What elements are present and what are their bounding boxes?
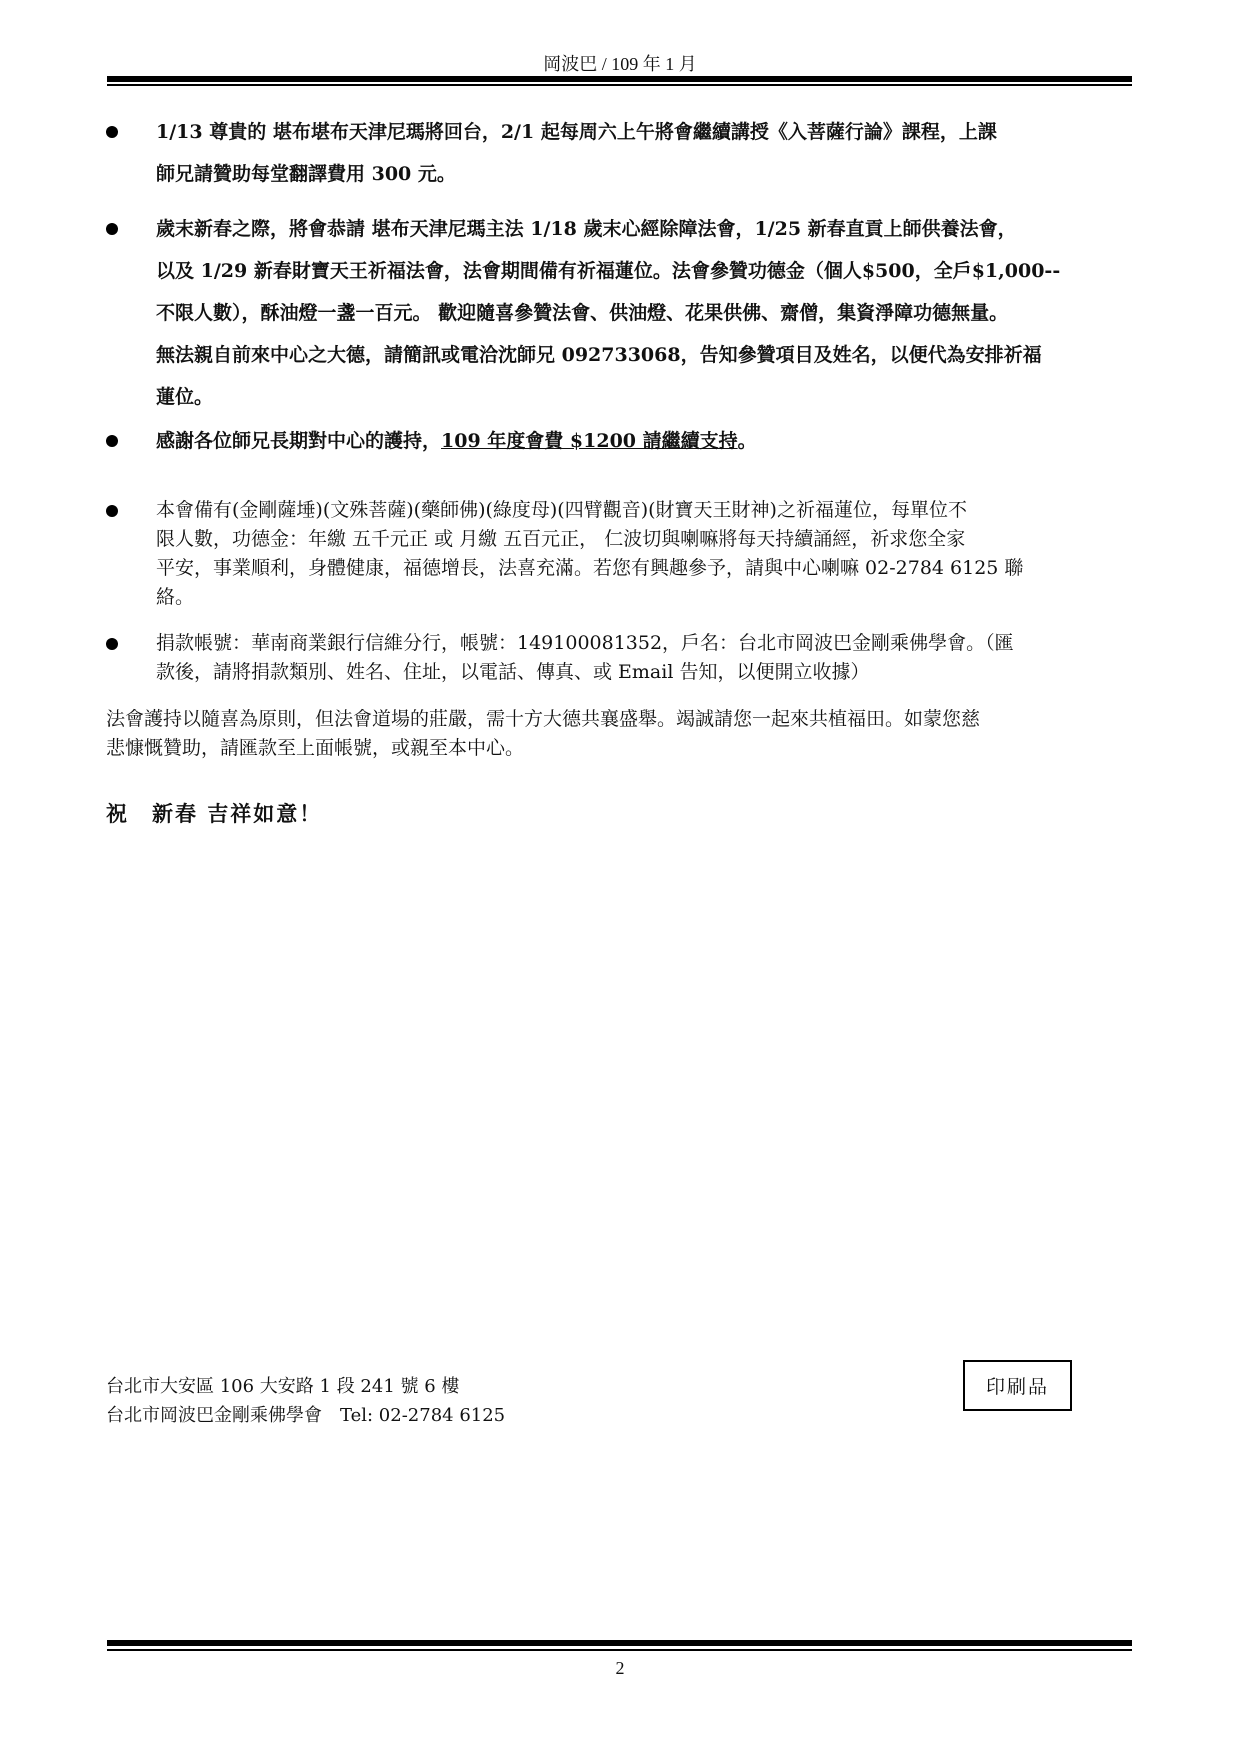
closing-greeting: 祝 新春 吉祥如意！ xyxy=(106,801,323,826)
text-line: 無法親自前來中心之大德，請簡訊或電洽沈師兄 092733068，告知參贊項目及姓名，以便代為安排祈福 xyxy=(156,344,1042,366)
bullet-item-text xyxy=(156,208,1156,418)
text-line: 限人數，功德金：年繳 五千元正 或 月繳 五百元正， 仁波切與喇嘛將每天持續誦經，祈求您全家 xyxy=(156,528,966,550)
bullet-dot-icon xyxy=(106,638,118,650)
text-line: 捐款帳號：華南商業銀行信維分行，帳號：149100081352，戶名：台北市岡波巴金剛乘佛學會。（匯 xyxy=(156,632,1014,654)
text-line: 師兄請贊助每堂翻譯費用 300 元。 xyxy=(156,163,456,185)
support-paragraph xyxy=(106,705,1166,763)
header-rule-thick xyxy=(107,76,1132,82)
bullet-dot-icon xyxy=(106,126,118,138)
footer-rule-thin xyxy=(107,1649,1132,1651)
bullet-item-text xyxy=(156,496,1156,612)
text-line: 款後，請將捐款類別、姓名、住址，以電話、傳真、或 Email 告知，以便開立收據） xyxy=(156,661,870,683)
bullet-dot-icon xyxy=(106,223,118,235)
address-block xyxy=(106,1372,505,1430)
text-line: 不限人數），酥油燈一盞一百元。 歡迎隨喜參贊法會、供油燈、花果供佛、齋僧，集資淨障功德無量。 xyxy=(156,302,1009,324)
page-number: 2 xyxy=(615,1658,625,1678)
header-rule-thin xyxy=(107,84,1132,86)
fee-underlined-text: 109 年度會費 $1200 請繼續支持 xyxy=(441,430,738,452)
bullet-item-text xyxy=(156,420,1156,462)
text-line: 悲慷慨贊助，請匯款至上面帳號，或親至本中心。 xyxy=(106,737,525,759)
bullet-item-text xyxy=(156,629,1156,687)
text-line: 絡。 xyxy=(156,586,195,608)
address-line: 台北市岡波巴金剛乘佛學會 Tel: 02-2784 6125 xyxy=(106,1405,506,1426)
text-line: 蓮位。 xyxy=(156,386,214,408)
text-line xyxy=(156,420,1156,462)
bullet-dot-icon xyxy=(106,435,118,447)
bullet-dot-icon xyxy=(106,505,118,517)
bullet-item-text xyxy=(156,111,1156,195)
text-line: 歲末新春之際，將會恭請 堪布天津尼瑪主法 1/18 歲末心經除障法會，1/25 新春直貢上師供養法會， xyxy=(156,218,1017,240)
fee-suffix-text: 。 xyxy=(737,430,757,452)
printed-matter-stamp: 印刷品 xyxy=(963,1360,1072,1411)
text-line: 本會備有(金剛薩埵)(文殊菩薩)(藥師佛)(綠度母)(四臂觀音)(財寶天王財神)之祈福蓮位，每單位不 xyxy=(156,499,967,521)
text-line: 法會護持以隨喜為原則，但法會道場的莊嚴，需十方大德共襄盛舉。竭誠請您一起來共植福田。如蒙您慈 xyxy=(106,708,981,730)
text-line: 1/13 尊貴的 堪布堪布天津尼瑪將回台，2/1 起每周六上午將會繼續講授《入菩薩行論》課程，上課 xyxy=(156,121,997,143)
text-line: 平安，事業順利，身體健康，福德增長，法喜充滿。若您有興趣參予，請與中心喇嘛 02-2784 6125 聯 xyxy=(156,557,1024,579)
page-header-title: 岡波巴 / 109 年 1 月 xyxy=(543,54,697,74)
text-line: 以及 1/29 新春財寶天王祈福法會，法會期間備有祈福蓮位。法會參贊功德金（個人$500，全戶$1,000-- xyxy=(156,260,1061,282)
footer-rule-thick xyxy=(107,1640,1132,1646)
address-line: 台北市大安區 106 大安路 1 段 241 號 6 樓 xyxy=(106,1376,460,1397)
fee-prefix-text: 感謝各位師兄長期對中心的護持， xyxy=(156,430,442,452)
